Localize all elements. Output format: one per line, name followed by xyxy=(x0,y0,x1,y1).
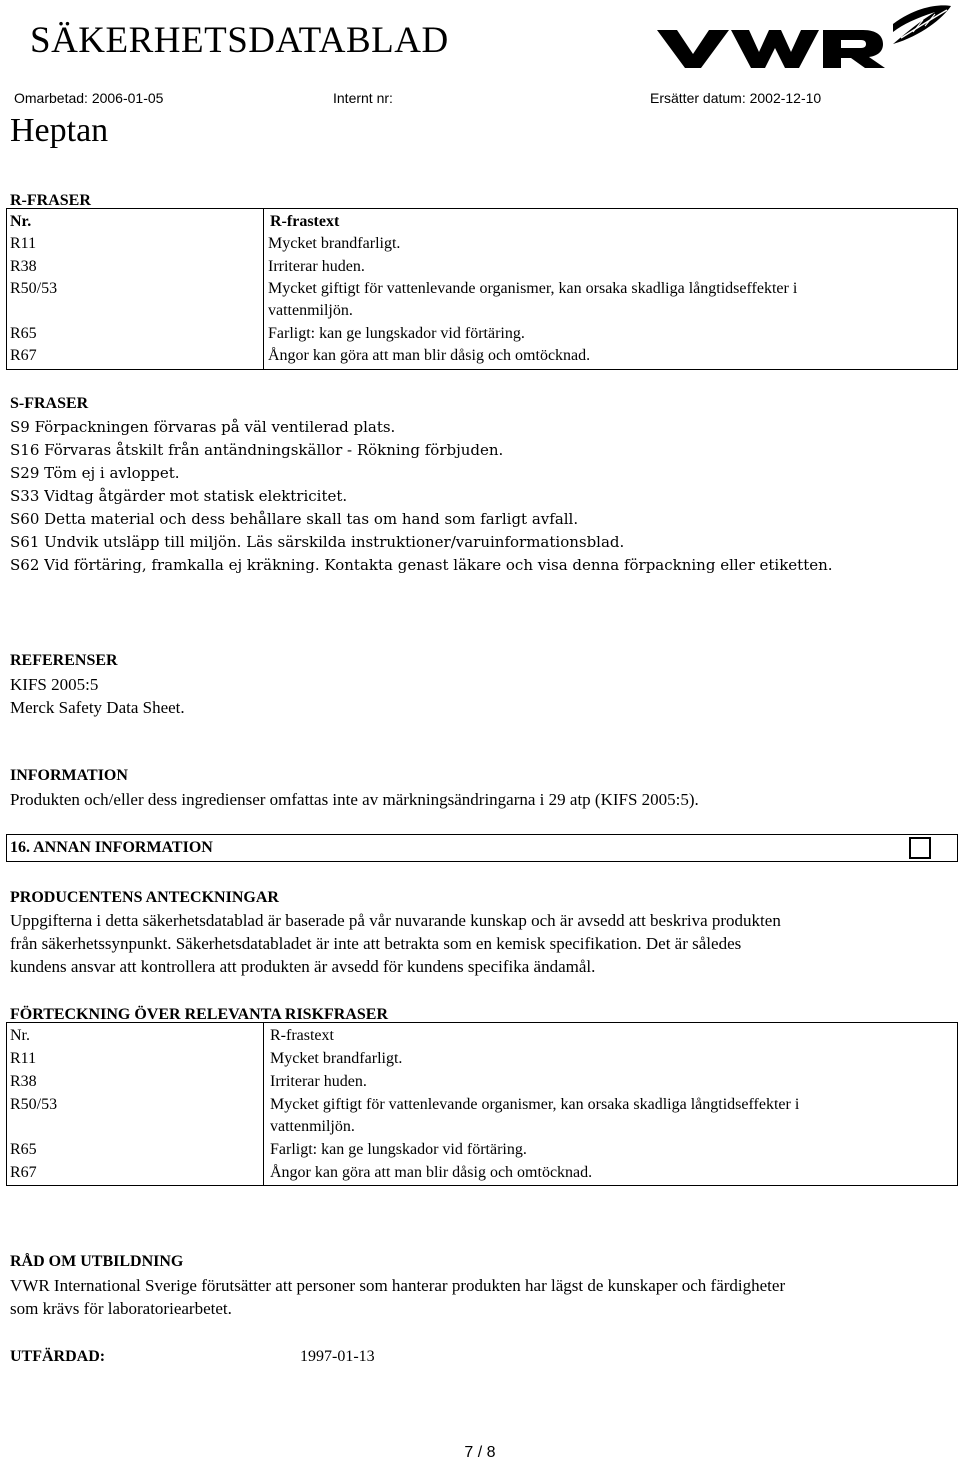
table-row-code: R38 xyxy=(10,1073,37,1090)
training-line: som krävs för laboratoriearbetet. xyxy=(10,1299,232,1318)
producer-notes-heading: PRODUCENTENS ANTECKNINGAR xyxy=(10,889,279,906)
document-title: SÄKERHETSDATABLAD xyxy=(30,20,449,61)
information-text: Produkten och/eller dess ingredienser omfattas inte av märkningsändringarna i 29 atp (KIFS 2005:5). xyxy=(10,790,699,809)
s-phrase-item: S9 Förpackningen förvaras på väl ventilerad plats. xyxy=(10,418,396,436)
references-heading: REFERENSER xyxy=(10,652,118,669)
table-row-code: R11 xyxy=(10,1050,37,1067)
r-phrases-col-text: R-frastext xyxy=(270,213,340,230)
training-heading: RÅD OM UTBILDNING xyxy=(10,1253,184,1270)
producer-notes-line: från säkerhetssynpunkt. Säkerhetsdatabladet är inte att betrakta som en kemisk specifikation. Det är således xyxy=(10,934,742,953)
table-row-text: Mycket giftigt för vattenlevande organismer, kan orsaka skadliga långtidseffekter i xyxy=(268,280,798,297)
revised-date: Omarbetad: 2006-01-05 xyxy=(14,90,164,106)
table-row-code: R65 xyxy=(10,1141,37,1158)
vwr-logo xyxy=(655,2,955,82)
table-row-text: Mycket giftigt för vattenlevande organismer, kan orsaka skadliga långtidseffekter i xyxy=(270,1096,800,1113)
table-row-code: R11 xyxy=(10,235,37,252)
table-divider xyxy=(263,209,264,369)
producer-notes-line: Uppgifterna i detta säkerhetsdatablad är baserade på vår nuvarande kunskap och är avsedd att beskriva produkten xyxy=(10,911,781,930)
r-phrases-col-nr: Nr. xyxy=(10,213,32,230)
table-row-code: R38 xyxy=(10,258,37,275)
section-checkbox-icon xyxy=(909,837,931,859)
s-phrase-item: S62 Vid förtäring, framkalla ej kräkning. Kontakta genast läkare och visa denna förpackning eller etiketten. xyxy=(10,556,833,574)
s-phrase-item: S33 Vidtag åtgärder mot statisk elektricitet. xyxy=(10,487,348,505)
information-heading: INFORMATION xyxy=(10,767,128,784)
table-row-text: Ångor kan göra att man blir dåsig och omtöcknad. xyxy=(270,1164,593,1181)
table-row-text-cont: vattenmiljön. xyxy=(270,1118,355,1135)
table-row-text: Irriterar huden. xyxy=(268,258,365,275)
s-phrase-item: S60 Detta material och dess behållare skall tas om hand som farligt avfall. xyxy=(10,510,579,528)
r-phrases-heading: R-FRASER xyxy=(10,192,91,209)
table-row-code: R50/53 xyxy=(10,1096,58,1113)
risk-list-heading: FÖRTECKNING ÖVER RELEVANTA RISKFRASER xyxy=(10,1006,389,1023)
issued-label: UTFÄRDAD: xyxy=(10,1348,106,1365)
table-divider xyxy=(263,1023,264,1185)
table-row-text: Mycket brandfarligt. xyxy=(270,1050,403,1067)
issued-date: 1997-01-13 xyxy=(300,1348,375,1365)
producer-notes-line: kundens ansvar att kontrollera att produkten är avsedd för kundens specifika ändamål. xyxy=(10,957,596,976)
s-phrases-heading: S-FRASER xyxy=(10,395,89,412)
table-row-text: Irriterar huden. xyxy=(270,1073,367,1090)
reference-item: KIFS 2005:5 xyxy=(10,675,99,694)
section-16-heading: 16. ANNAN INFORMATION xyxy=(10,839,213,856)
replaces-date: Ersätter datum: 2002-12-10 xyxy=(650,90,822,106)
risk-list-col-text: R-frastext xyxy=(270,1027,334,1044)
table-row-text: Mycket brandfarligt. xyxy=(268,235,401,252)
table-row-code: R67 xyxy=(10,1164,37,1181)
product-name: Heptan xyxy=(10,112,109,149)
s-phrase-item: S29 Töm ej i avloppet. xyxy=(10,464,180,482)
reference-item: Merck Safety Data Sheet. xyxy=(10,698,185,717)
training-line: VWR International Sverige förutsätter att personer som hanterar produkten har lägst de kunskaper och färdigheter xyxy=(10,1276,786,1295)
table-row-code: R50/53 xyxy=(10,280,58,297)
s-phrase-item: S16 Förvaras åtskilt från antändningskällor - Rökning förbjuden. xyxy=(10,441,504,459)
table-row-text-cont: vattenmiljön. xyxy=(268,302,353,319)
s-phrase-item: S61 Undvik utsläpp till miljön. Läs särskilda instruktioner/varuinformationsblad. xyxy=(10,533,625,551)
table-row-code: R65 xyxy=(10,325,37,342)
risk-list-col-nr: Nr. xyxy=(10,1027,30,1044)
table-row-text: Farligt: kan ge lungskador vid förtäring. xyxy=(268,325,525,342)
table-row-text: Farligt: kan ge lungskador vid förtäring. xyxy=(270,1141,527,1158)
internal-number: Internt nr: xyxy=(333,90,393,106)
table-row-text: Ångor kan göra att man blir dåsig och omtöcknad. xyxy=(268,347,591,364)
page-number: 7 / 8 xyxy=(464,1444,496,1461)
table-row-code: R67 xyxy=(10,347,37,364)
